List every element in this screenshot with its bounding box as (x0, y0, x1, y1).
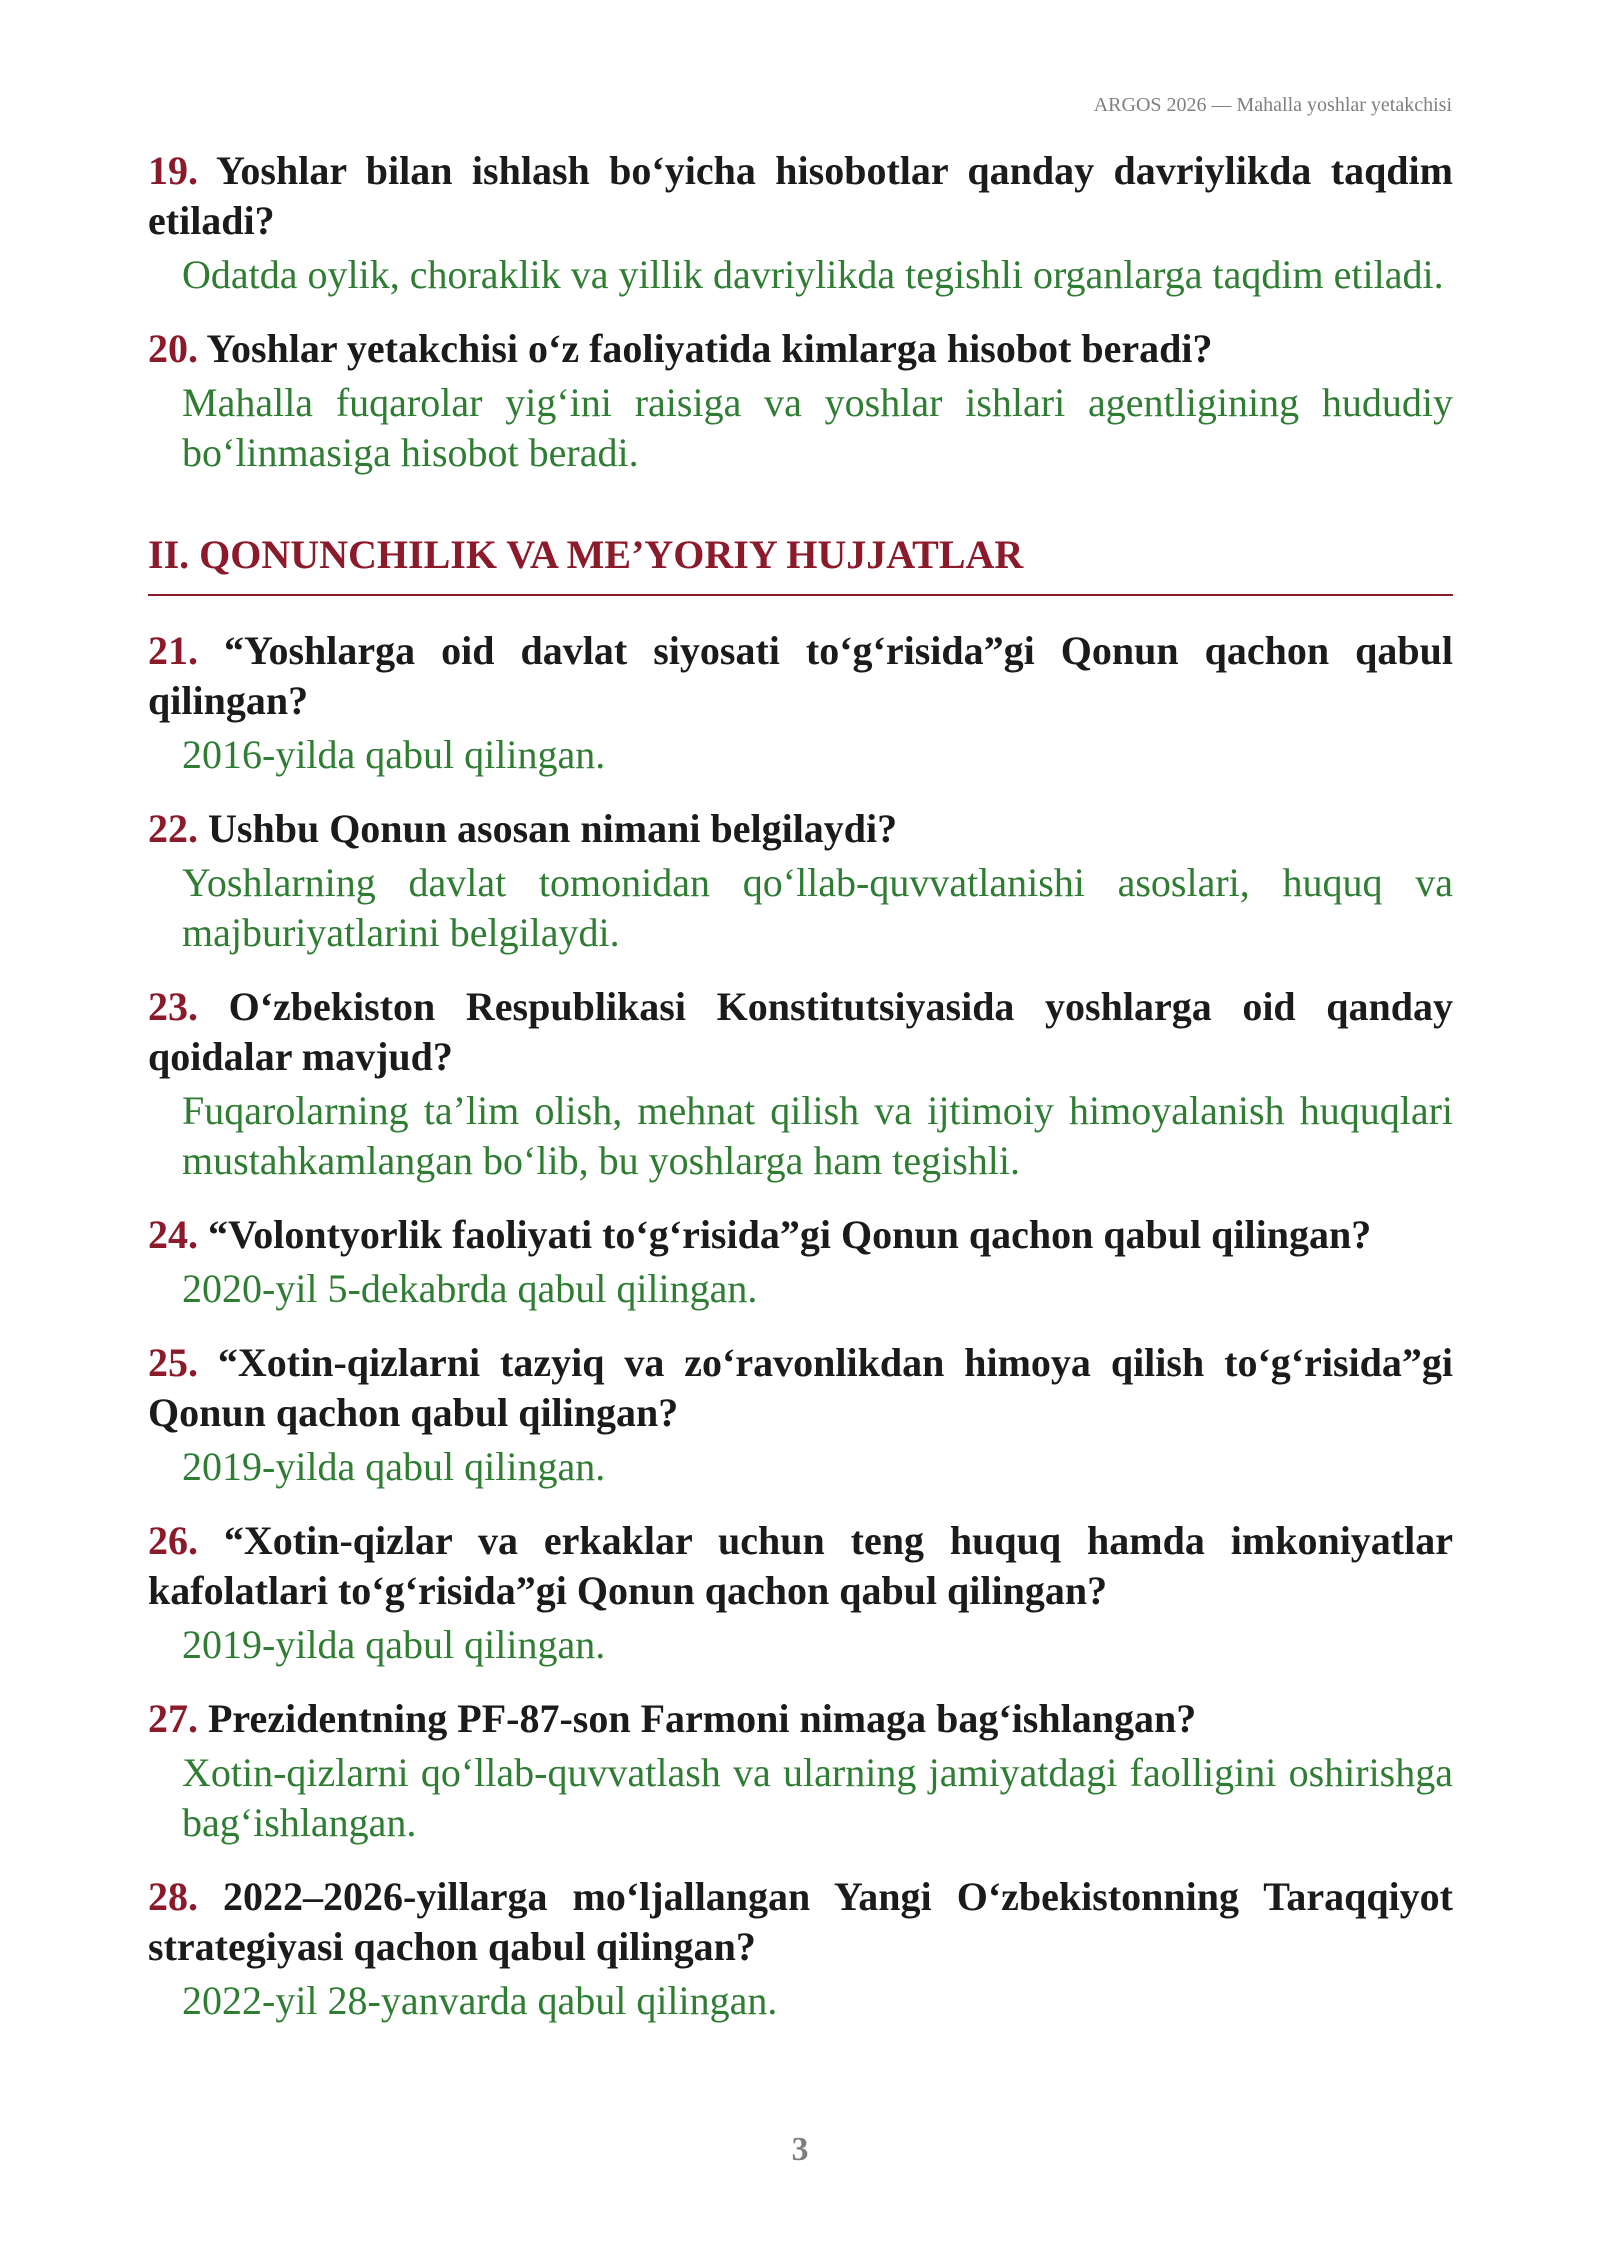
answer: 2019-yilda qabul qilingan. (182, 1444, 606, 1489)
question-number: 24. (148, 1212, 198, 1257)
question (148, 1694, 1453, 1744)
page-content (148, 146, 1453, 2026)
question-number: 21. (148, 628, 198, 673)
question-number: 23. (148, 984, 198, 1029)
qa-item-21 (148, 626, 1453, 780)
question-number: 27. (148, 1696, 198, 1741)
answer: Mahalla fuqarolar yig‘ini raisiga va yoshlar ishlari agentligining hududiy bo‘linmasiga hisobot beradi. (182, 380, 1453, 475)
qa-item-19 (148, 146, 1453, 300)
answer: Fuqarolarning ta’lim olish, mehnat qilish va ijtimoiy himoyalanish huquqlari mustahkamlangan bo‘lib, bu yoshlarga ham tegishli. (182, 1088, 1453, 1183)
question (148, 804, 1453, 854)
question-number: 26. (148, 1518, 198, 1563)
page-number: 3 (791, 2131, 809, 2168)
answer: Xotin-qizlarni qo‘llab-quvvatlash va ularning jamiyatdagi faolligini oshirishga bag‘ishlangan. (182, 1750, 1453, 1845)
answer: 2016-yilda qabul qilingan. (182, 732, 606, 777)
question-text: O‘zbekiston Respublikasi Konstitutsiyasida yoshlarga oid qanday qoidalar mavjud? (148, 984, 1454, 1079)
question-text: Yoshlar yetakchisi o‘z faoliyatida kimlarga hisobot beradi? (206, 326, 1213, 371)
answer: Odatda oylik, choraklik va yillik davriylikda tegishli organlarga taqdim etiladi. (182, 252, 1444, 297)
question (148, 982, 1453, 1082)
section-title: II. QONUNCHILIK VA ME’YORIY HUJJATLAR (148, 530, 1453, 596)
question (148, 1516, 1453, 1616)
question-number: 20. (148, 326, 198, 371)
qa-item-24 (148, 1210, 1453, 1314)
qa-item-28 (148, 1872, 1453, 2026)
qa-item-23 (148, 982, 1453, 1186)
question-number: 28. (148, 1874, 198, 1919)
running-header: ARGOS 2026 — Mahalla yoshlar yetakchisi (1093, 94, 1452, 116)
qa-item-27 (148, 1694, 1453, 1848)
question-text: “Yoshlarga oid davlat siyosati to‘g‘risida”gi Qonun qachon qabul qilingan? (148, 628, 1453, 723)
question-number: 19. (148, 148, 198, 193)
answer: 2020-yil 5-dekabrda qabul qilingan. (182, 1266, 758, 1311)
qa-item-20 (148, 324, 1453, 478)
question-text: Yoshlar bilan ishlash bo‘yicha hisobotlar qanday davriylikda taqdim etiladi? (148, 148, 1453, 243)
answer: 2022-yil 28-yanvarda qabul qilingan. (182, 1978, 778, 2023)
question-text: 2022–2026-yillarga mo‘ljallangan Yangi O‘zbekistonning Taraqqiyot strategiyasi qachon qabul qilingan? (148, 1874, 1453, 1969)
question-number: 22. (148, 806, 198, 851)
question (148, 626, 1453, 726)
question (148, 146, 1453, 246)
answer: Yoshlarning davlat tomonidan qo‘llab-quvvatlanishi asoslari, huquq va majburiyatlarini belgilaydi. (182, 860, 1453, 955)
question (148, 324, 1453, 374)
question (148, 1872, 1453, 1972)
qa-item-25 (148, 1338, 1453, 1492)
question-text: Prezidentning PF-87-son Farmoni nimaga bag‘ishlangan? (208, 1696, 1197, 1741)
question-number: 25. (148, 1340, 198, 1385)
question-text: “Volontyorlik faoliyati to‘g‘risida”gi Qonun qachon qabul qilingan? (208, 1212, 1372, 1257)
qa-item-26 (148, 1516, 1453, 1670)
question (148, 1210, 1453, 1260)
question (148, 1338, 1453, 1438)
question-text: “Xotin-qizlarni tazyiq va zo‘ravonlikdan himoya qilish to‘g‘risida”gi Qonun qachon qabul qilingan? (148, 1340, 1453, 1435)
qa-item-22 (148, 804, 1453, 958)
question-text: “Xotin-qizlar va erkaklar uchun teng huquq hamda imkoniyatlar kafolatlari to‘g‘risida”gi Qonun qachon qabul qilingan? (148, 1518, 1453, 1613)
answer: 2019-yilda qabul qilingan. (182, 1622, 606, 1667)
question-text: Ushbu Qonun asosan nimani belgilaydi? (208, 806, 898, 851)
